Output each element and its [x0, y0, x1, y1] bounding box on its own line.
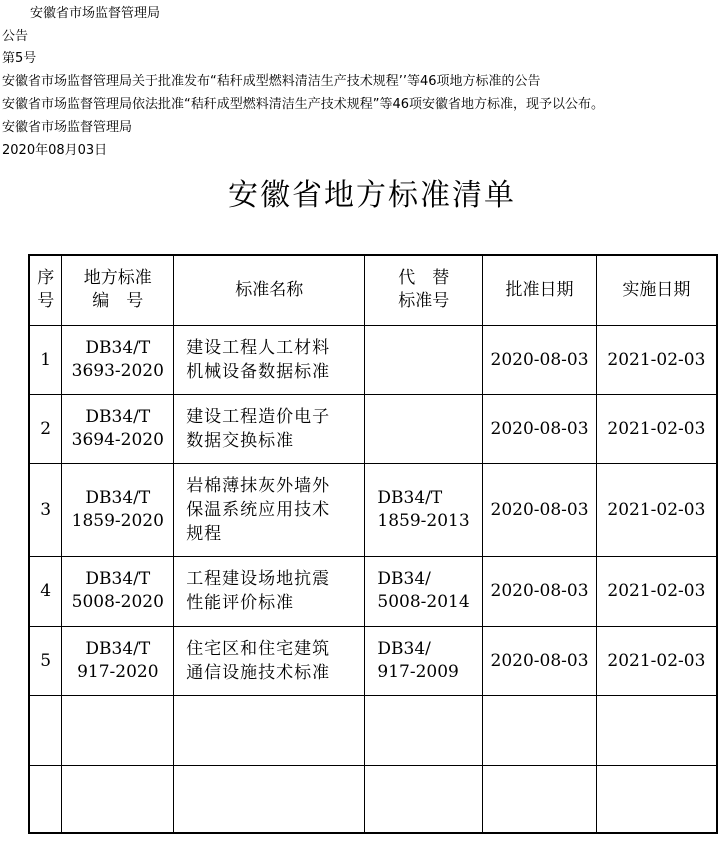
- empty-cell: [596, 765, 717, 833]
- header-code: 地方标准 编 号: [62, 255, 174, 325]
- cell-no: 3: [29, 463, 62, 556]
- header-approve-date: 批准日期: [483, 255, 597, 325]
- notice-date: 2020年08月03日: [2, 143, 108, 158]
- list-title: 安徽省地方标准清单: [228, 178, 516, 213]
- notice-number: 第5号: [2, 51, 37, 66]
- cell-replaced: DB34/T 1859-2013: [365, 463, 483, 556]
- empty-cell: [174, 695, 365, 765]
- cell-effective-date: 2021-02-03: [596, 626, 717, 695]
- cell-replaced: DB34/ 5008-2014: [365, 556, 483, 626]
- cell-no: 2: [29, 394, 62, 463]
- cell-approve-date: 2020-08-03: [483, 556, 597, 626]
- cell-effective-date: 2021-02-03: [596, 325, 717, 394]
- header-replaced: 代 替 标准号: [365, 255, 483, 325]
- cell-name: 建设工程造价电子 数据交换标准: [174, 394, 365, 463]
- empty-cell: [483, 765, 597, 833]
- empty-cell: [29, 695, 62, 765]
- header-effective-date: 实施日期: [596, 255, 717, 325]
- cell-name: 建设工程人工材料 机械设备数据标准: [174, 325, 365, 394]
- table-row: [29, 394, 717, 463]
- cell-approve-date: 2020-08-03: [483, 325, 597, 394]
- cell-approve-date: 2020-08-03: [483, 394, 597, 463]
- empty-cell: [29, 765, 62, 833]
- table-header-row: [29, 255, 717, 325]
- table-row-empty: [29, 765, 717, 833]
- cell-no: 4: [29, 556, 62, 626]
- cell-code: DB34/T 5008-2020: [62, 556, 174, 626]
- header-name: 标准名称: [174, 255, 365, 325]
- notice-subject: 安徽省市场监督管理局关于批准发布“秸秆成型燃料清洁生产技术规程’’等46项地方标准的公告: [2, 74, 541, 89]
- cell-code: DB34/T 3694-2020: [62, 394, 174, 463]
- empty-cell: [174, 765, 365, 833]
- cell-approve-date: 2020-08-03: [483, 463, 597, 556]
- table-row-empty: [29, 695, 717, 765]
- cell-name: 住宅区和住宅建筑 通信设施技术标准: [174, 626, 365, 695]
- notice-type: 公告: [2, 29, 29, 44]
- notice-signature: 安徽省市场监督管理局: [2, 120, 133, 135]
- cell-code: DB34/T 3693-2020: [62, 325, 174, 394]
- standards-table: [28, 254, 718, 834]
- empty-cell: [596, 695, 717, 765]
- notice-body: 安徽省市场监督管理局依法批准“秸秆成型燃料清洁生产技术规程”等46项安徽省地方标准，现予以公布。: [2, 97, 605, 112]
- table-row: [29, 325, 717, 394]
- cell-name: 岩棉薄抹灰外墙外 保温系统应用技术 规程: [174, 463, 365, 556]
- table-row: [29, 463, 717, 556]
- table-row: [29, 556, 717, 626]
- cell-no: 1: [29, 325, 62, 394]
- cell-effective-date: 2021-02-03: [596, 556, 717, 626]
- cell-name: 工程建设场地抗震 性能评价标准: [174, 556, 365, 626]
- cell-no: 5: [29, 626, 62, 695]
- empty-cell: [62, 765, 174, 833]
- table-row: [29, 626, 717, 695]
- empty-cell: [365, 695, 483, 765]
- cell-replaced: [365, 325, 483, 394]
- cell-effective-date: 2021-02-03: [596, 463, 717, 556]
- header-no: 序 号: [29, 255, 62, 325]
- cell-code: DB34/T 1859-2020: [62, 463, 174, 556]
- empty-cell: [365, 765, 483, 833]
- cell-effective-date: 2021-02-03: [596, 394, 717, 463]
- empty-cell: [483, 695, 597, 765]
- empty-cell: [62, 695, 174, 765]
- cell-replaced: DB34/ 917-2009: [365, 626, 483, 695]
- issuer-header: 安徽省市场监督管理局: [30, 6, 161, 21]
- cell-replaced: [365, 394, 483, 463]
- cell-code: DB34/T 917-2020: [62, 626, 174, 695]
- cell-approve-date: 2020-08-03: [483, 626, 597, 695]
